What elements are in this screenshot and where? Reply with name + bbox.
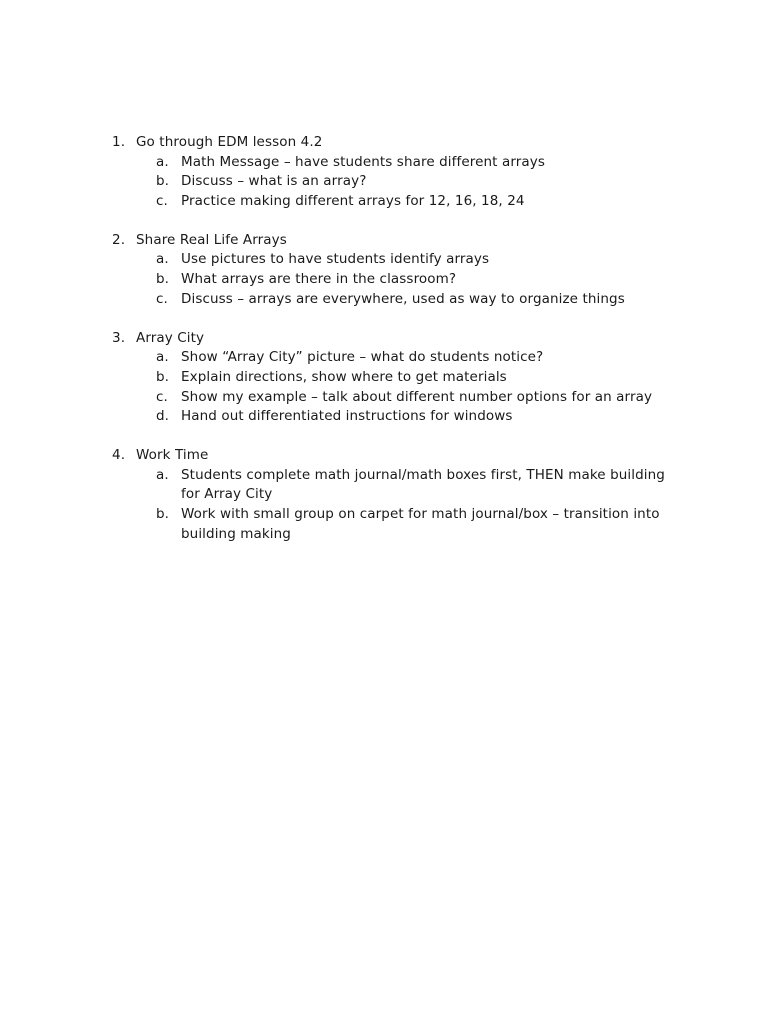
section-number: 3. [112,329,126,346]
outline-section-1 [112,133,712,211]
outline-subitem [112,270,712,290]
subitem-text: What arrays are there in the classroom? [181,271,457,288]
subitem-letter: b. [156,506,170,522]
section-heading [112,329,712,349]
subitem-text: Explain directions, show where to get materials [181,368,507,385]
subitem-text: Students complete math journal/math boxes first, THEN make building for Array City [181,466,665,503]
subitem-text: Discuss – what is an array? [181,173,367,190]
subitem-letter: a. [156,153,169,170]
section-number: 2. [112,231,126,248]
subitem-text: Show my example – talk about different number options for an array [181,388,653,405]
outline-subitem [112,407,712,427]
outline-section-2 [112,231,712,309]
subitem-letter: b. [156,368,170,385]
subitem-text: Hand out differentiated instructions for windows [181,408,513,425]
outline-subitem [112,290,712,310]
subitem-letter: d. [156,408,170,425]
subitem-text: Math Message – have students share different arrays [181,153,545,170]
subitem-letter: a. [156,466,169,483]
outline-subitem [112,466,712,505]
section-number: 1. [112,134,126,150]
outline-section-3 [112,329,712,427]
section-heading [112,446,712,466]
subitem-text: Discuss – arrays are everywhere, used as way to organize things [181,290,625,307]
outline-subitem [112,388,712,408]
subitem-text: Practice making different arrays for 12, 16, 18, 24 [181,192,525,209]
lesson-plan-document [112,133,712,564]
outline-section-4 [112,446,712,544]
section-title: Array City [136,329,205,346]
subitem-text: Show “Array City” picture – what do students notice? [181,349,544,366]
section-heading [112,133,712,153]
subitem-letter: c. [156,290,168,307]
outline-subitem [112,172,712,192]
subitem-letter: b. [156,271,170,288]
outline-subitem [112,348,712,368]
section-heading [112,231,712,251]
section-title: Share Real Life Arrays [136,231,287,248]
outline-subitem [112,250,712,270]
outline-subitem [112,153,712,173]
subitem-letter: a. [156,349,169,366]
subitem-letter: c. [156,388,168,405]
subitem-text: Use pictures to have students identify arrays [181,251,490,268]
section-title: Work Time [136,447,209,464]
outline-subitem [112,192,712,212]
outline-subitem [112,368,712,388]
subitem-letter: b. [156,173,170,190]
outline-subitem [112,505,712,544]
section-title: Go through EDM lesson 4.2 [136,134,323,150]
subitem-text: Work with small group on carpet for math journal/box – transition into building making [181,506,660,542]
subitem-letter: a. [156,251,169,268]
section-number: 4. [112,447,126,464]
subitem-letter: c. [156,192,168,209]
